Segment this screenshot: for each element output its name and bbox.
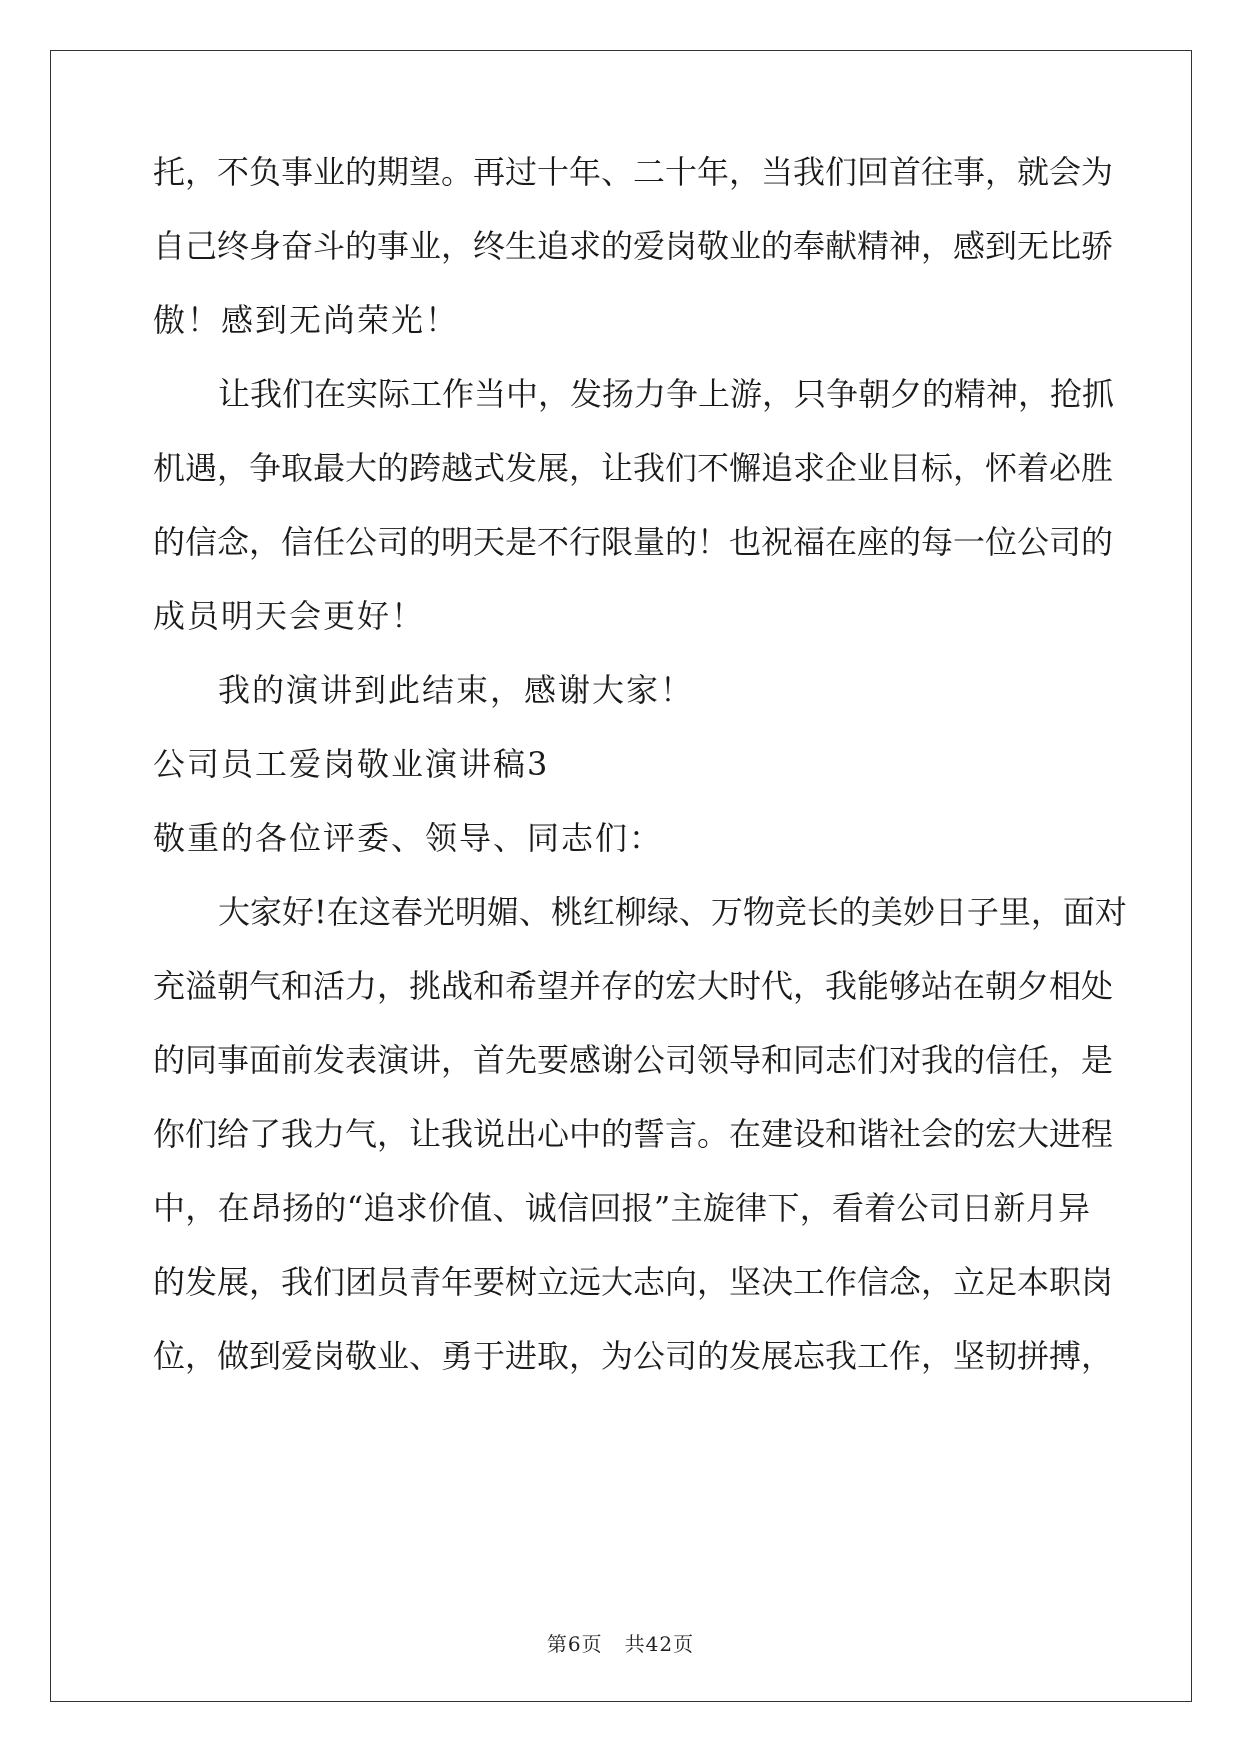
text-line: 中，在昂扬的“追求价值、诚信回报”主旋律下，看着公司日新月异 (153, 1189, 1090, 1227)
page-number: 第6页 (546, 1632, 603, 1656)
page-footer (0, 1632, 1241, 1656)
text-line: 位，做到爱岗敬业、勇于进取，为公司的发展忘我工作，坚韧拼搏， (153, 1337, 1114, 1375)
text-line: 自己终身奋斗的事业，终生追求的爱岗敬业的奉献精神，感到无比骄 (153, 227, 1114, 265)
text-line: 充溢朝气和活力，挑战和希望并存的宏大时代，我能够站在朝夕相处 (153, 967, 1114, 1005)
text-line: 我的演讲到此结束，感谢大家！ (218, 671, 695, 709)
text-line: 傲！感到无尚荣光！ (153, 301, 460, 339)
text-line: 大家好!在这春光明媚、桃红柳绿、万物竞长的美妙日子里，面对 (218, 893, 1127, 931)
section-heading: 公司员工爱岗敬业演讲稿3 (153, 745, 550, 783)
text-line: 的发展，我们团员青年要树立远大志向，坚决工作信念，立足本职岗 (153, 1263, 1114, 1301)
text-line: 你们给了我力气，让我说出心中的誓言。在建设和谐社会的宏大进程 (153, 1115, 1114, 1153)
page-total: 共42页 (624, 1632, 695, 1656)
text-line: 机遇，争取最大的跨越式发展，让我们不懈追求企业目标，怀着必胜 (153, 449, 1114, 487)
text-line: 托，不负事业的期望。再过十年、二十年，当我们回首往事，就会为 (153, 153, 1114, 191)
text-line: 的同事面前发表演讲，首先要感谢公司领导和同志们对我的信任，是 (153, 1041, 1114, 1079)
text-line: 的信念，信任公司的明天是不行限量的！也祝福在座的每一位公司的 (153, 523, 1114, 561)
salutation: 敬重的各位评委、领导、同志们： (153, 819, 664, 857)
text-line: 成员明天会更好！ (153, 597, 426, 635)
page-border (50, 50, 1192, 1702)
text-line: 让我们在实际工作当中，发扬力争上游，只争朝夕的精神，抢抓 (218, 375, 1115, 413)
